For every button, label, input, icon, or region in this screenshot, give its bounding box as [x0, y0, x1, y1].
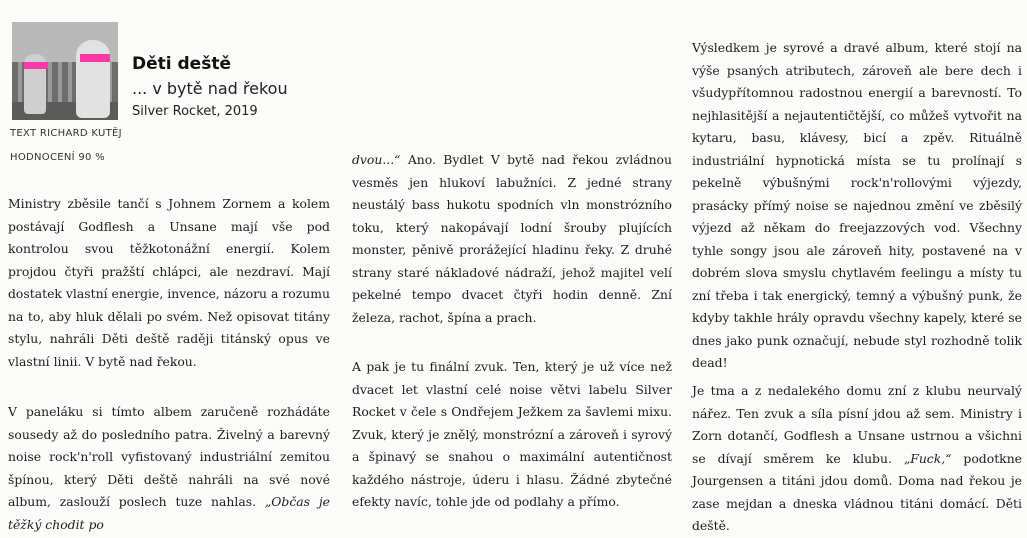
col2-paragraph-2: A pak je tu finální zvuk. Ten, který je už více než dvacet let vlastní celé noise větvi labelu Silver Rocket v čele s Ondřejem Ježkem za šavlemi mixu. Zvuk, který je znělý, monstrózní a zároveň i syrový a špinavý se snahou o maximální autentičnost každého nástroje, úderu i hlasu. Žádné zbytečné efekty navíc, tohle jde od podlahy a přímo.	[352, 359, 672, 509]
col3-p2-text1: Je tma a z nedalekého domu zní z klubu neurvalý nářez. Ten zvuk a síla písní jdou až sem. Ministry i Zorn dotančí, Godflesh a Unsane ustrnou a všichni se dívají směrem ke klubu.	[692, 383, 1022, 466]
col1-p2-quote: „Občas je těžký chodit po	[8, 494, 331, 532]
col1-paragraph-1: Ministry zběsile tančí s Johnem Zornem a kolem postávají Godflesh a Unsane mají vše pod kontrolou svou těžkotonážní energií. Kolem projdou čtyři pražští chlápci, ale nezdraví. Mají dostatek vlastní energie, invence, názoru a rozumu na to, aby hluk dělali po svém. Než opisovat titány stylu, nahráli Děti deště raději titánský opus ve vlastní linii. V bytě nad řekou.	[8, 196, 330, 369]
byline: TEXT RICHARD KUTĚJ	[10, 128, 122, 139]
photo-child-right	[76, 40, 110, 118]
album-subtitle: ... v bytě nad řekou	[132, 79, 288, 98]
col1-p2-text: V paneláku si tímto albem zaručeně rozhádáte sousedy až do posledního patra. Živelný a barevný noise rock'n'roll vyfistovaný industriální zemitou špínou, který Děti deště nahráli na své nové album, zaslouží poslech tuze nahlas.	[8, 404, 330, 509]
col2-p1-quote: dvou...“	[352, 152, 401, 167]
album-label-year: Silver Rocket, 2019	[132, 104, 258, 119]
col1-paragraph-2	[8, 401, 330, 536]
col3-paragraph-2	[692, 380, 1022, 538]
rating: HODNOCENÍ 90 %	[10, 152, 105, 163]
col2-paragraph-1	[352, 149, 672, 329]
album-cover-photo	[12, 22, 118, 120]
col3-p2-quote: „Fuck,“	[903, 450, 952, 466]
col2-p1-text: Ano. Bydlet V bytě nad řekou zvládnou vesměs jen hlukoví labužníci. Z jedné strany neustálý bass hukotu spodních vln monstrózního toku, který nakopávají lodní šrouby plujících monster, pěnivě prorážející hladinu řeky. Z druhé strany staré nákladové nádraží, jehož majitel velí pekelné tempo dvacet čtyři hodin denně. Zní železa, rachot, špína a prach.	[352, 152, 672, 325]
censor-bar-right	[80, 54, 110, 62]
col3-p2-text2: podotkne Jourgensen a titáni jdou domů. Doma nad řekou je zase mejdan a dneska vládnou titáni domácí. Děti deště.	[692, 450, 1023, 533]
censor-bar-left	[24, 62, 48, 69]
col3-paragraph-1: Výsledkem je syrové a dravé album, které stojí na výše psaných atributech, zároveň ale bere dech i všudypřítomnou radostnou energií a barevností. To nejhlasitější a nejautentičtější, co můžeš vytvořit na kytaru, basu, klávesy, bicí a zpěv. Rituálně industriální hypnotická místa se tu prolínají s pekelně výbušnými rock'n'rollovými výjezdy, prasácky přímý noise se najednou změní ve zběsilý výjezd až někam do freejazzových vod. Všechny tyhle songy jsou ale zároveň hity, postavené na v dobrém slova smyslu chytlavém feelingu a místy tu zní třeba i tak energický, temný a výbušný punk, že kdyby takhle hrály opravdu všechny kapely, které se dnes jako punk označují, nebude styl rozhodně tolik dead!	[692, 40, 1022, 370]
album-title: Děti deště	[132, 54, 231, 74]
